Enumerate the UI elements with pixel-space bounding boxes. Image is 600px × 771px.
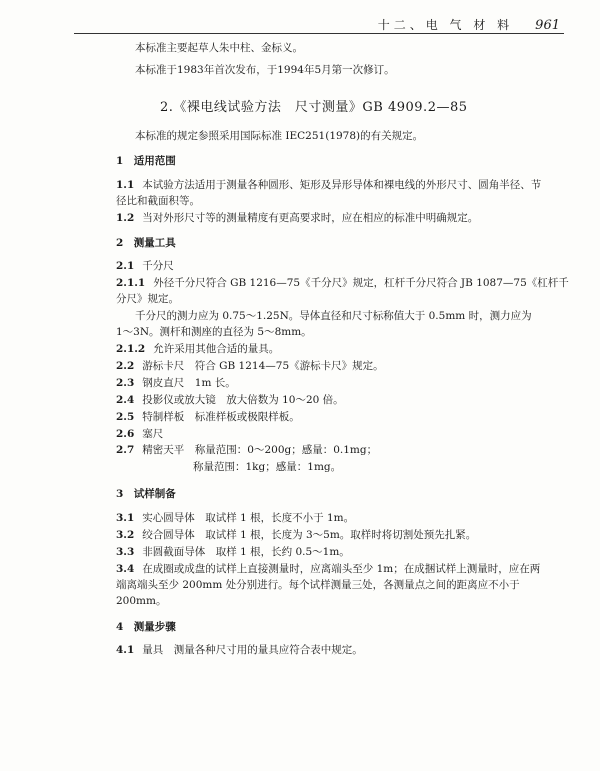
clause-number: 1.2 bbox=[116, 212, 135, 224]
clause-number: 3.2 bbox=[116, 529, 135, 541]
clause-3-2 bbox=[116, 528, 476, 542]
clause-2-6 bbox=[116, 427, 163, 441]
clause-3-3 bbox=[116, 545, 350, 559]
clause-text: 允许采用其他合适的量具。 bbox=[153, 343, 280, 355]
running-header bbox=[360, 16, 560, 33]
clause-3-1 bbox=[116, 511, 354, 525]
clause-2-7 bbox=[116, 443, 377, 457]
drafters-line: 本标准主要起草人朱中柱、金标义。 bbox=[135, 42, 303, 54]
clause-number: 2.2 bbox=[116, 360, 135, 372]
clause-2-5 bbox=[116, 410, 300, 424]
clause-3-4-cont-2: 200mm。 bbox=[116, 595, 167, 607]
clause-text: 实心圆导体 取试样 1 根，长度不小于 1m。 bbox=[142, 512, 355, 524]
clause-1-1 bbox=[116, 178, 541, 192]
clause-number: 2.5 bbox=[116, 411, 135, 423]
clause-number: 2.6 bbox=[116, 428, 135, 440]
clause-number: 3.3 bbox=[116, 546, 135, 558]
clause-number: 3.1 bbox=[116, 512, 135, 524]
page-number: 961 bbox=[535, 18, 560, 33]
clause-2-7-cont: 称量范围：1kg；感量：1mg。 bbox=[193, 461, 342, 473]
clause-2-2 bbox=[116, 359, 384, 373]
clause-2-1-1 bbox=[116, 276, 569, 290]
clause-number: 2.1 bbox=[116, 260, 135, 272]
clause-text: 在成圈或成盘的试样上直接测量时，应离端头至少 1m；在成捆试样上测量时，应在两 bbox=[142, 563, 541, 575]
header-section: 十二、电 气 材 料 bbox=[377, 18, 514, 32]
clause-text: 特制样板 标准样板或极限样板。 bbox=[142, 411, 300, 423]
clause-text: 绞合圆导体 取试样 1 根，长度为 3～5m。取样时将切割处预先扎紧。 bbox=[142, 529, 477, 541]
clause-text: 钢皮直尺 1m 长。 bbox=[142, 377, 236, 389]
clause-text: 外径千分尺符合 GB 1216—75《千分尺》规定，杠杆千分尺符合 JB 1087—75《杠杆千 bbox=[153, 277, 569, 289]
clause-number: 4.1 bbox=[116, 644, 135, 656]
clause-text: 塞尺 bbox=[142, 428, 164, 440]
section-4-heading: 4 测量步骤 bbox=[116, 621, 176, 633]
clause-number: 1.1 bbox=[116, 179, 135, 191]
clause-number: 3.4 bbox=[116, 563, 135, 575]
clause-3-4-cont-1: 端离端头至少 200mm 处分别进行。每个试样测量三处，各测量点之间的距离应不小于 bbox=[116, 579, 520, 591]
clause-text: 当对外形尺寸等的测量精度有更高要求时，应在相应的标准中明确规定。 bbox=[142, 212, 479, 224]
clause-3-4 bbox=[116, 562, 540, 576]
section-2-heading: 2 测量工具 bbox=[116, 237, 176, 249]
history-line: 本标准于1983年首次发布，于1994年5月第一次修订。 bbox=[135, 64, 395, 76]
clause-1-1-cont: 径比和截面积等。 bbox=[116, 195, 200, 207]
clause-2-1-1-cont: 分尺》规定。 bbox=[116, 293, 179, 305]
clause-2-1 bbox=[116, 259, 174, 273]
header-rule bbox=[74, 33, 564, 34]
clause-1-2 bbox=[116, 211, 478, 225]
clause-text: 本试验方法适用于测量各种圆形、矩形及异形导体和裸电线的外形尺寸、圆角半径、节 bbox=[142, 179, 542, 191]
clause-number: 2.1.1 bbox=[116, 277, 146, 289]
standard-title: 2.《裸电线试验方法 尺寸测量》GB 4909.2—85 bbox=[160, 100, 468, 115]
section-3-heading: 3 试样制备 bbox=[116, 488, 176, 500]
clause-number: 2.1.2 bbox=[116, 343, 146, 355]
clause-4-1 bbox=[116, 643, 363, 657]
clause-text: 千分尺 bbox=[142, 260, 174, 272]
clause-2-3 bbox=[116, 376, 236, 390]
clause-text: 游标卡尺 符合 GB 1214—75《游标卡尺》规定。 bbox=[142, 360, 384, 372]
clause-number: 2.4 bbox=[116, 394, 135, 406]
clause-number: 2.3 bbox=[116, 377, 135, 389]
measuring-force-line: 千分尺的测力应为 0.75～1.25N。导体直径和尺寸标称值大于 0.5mm 时，测力应为 bbox=[135, 310, 532, 322]
measuring-force-cont: 1～3N。测杆和测座的直径为 5～8mm。 bbox=[116, 326, 312, 338]
section-1-heading: 1 适用范围 bbox=[116, 155, 176, 167]
clause-2-1-2 bbox=[116, 342, 279, 356]
clause-text: 精密天平 称量范围：0～200g；感量：0.1mg； bbox=[142, 444, 378, 456]
clause-text: 投影仪或放大镜 放大倍数为 10～20 倍。 bbox=[142, 394, 344, 406]
reference-line: 本标准的规定参照采用国际标准 IEC251(1978)的有关规定。 bbox=[135, 130, 424, 142]
clause-number: 2.7 bbox=[116, 444, 135, 456]
clause-text: 非圆截面导体 取样 1 根，长约 0.5～1m。 bbox=[142, 546, 350, 558]
clause-text: 量具 测量各种尺寸用的量具应符合表中规定。 bbox=[142, 644, 363, 656]
clause-2-4 bbox=[116, 393, 344, 407]
